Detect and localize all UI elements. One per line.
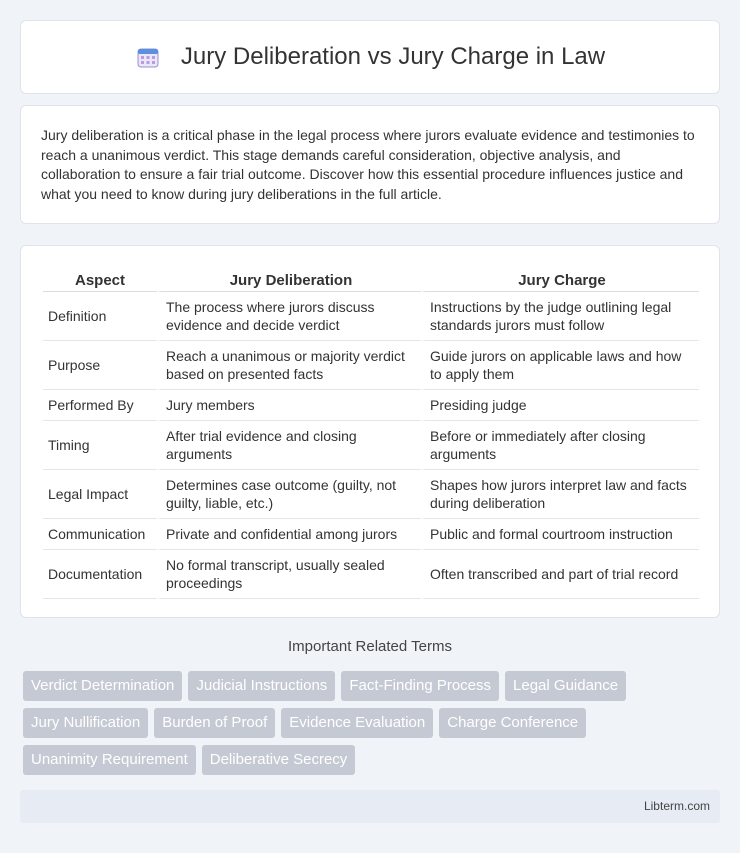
table-row <box>43 292 699 341</box>
cell-deliberation: No formal transcript, usually sealed proceedings <box>157 550 421 599</box>
related-terms-tags <box>23 671 723 782</box>
cell-aspect: Performed By <box>43 390 157 421</box>
cell-charge: Before or immediately after closing arguments <box>421 421 699 470</box>
cell-charge: Often transcribed and part of trial record <box>421 550 699 599</box>
header-jury-deliberation: Jury Deliberation <box>157 266 421 292</box>
cell-aspect: Documentation <box>43 550 157 599</box>
tag-deliberative-secrecy[interactable]: Deliberative Secrecy <box>202 745 356 775</box>
cell-charge: Presiding judge <box>421 390 699 421</box>
footer <box>20 790 720 823</box>
table-row <box>43 519 699 550</box>
table-row <box>43 421 699 470</box>
cell-aspect: Timing <box>43 421 157 470</box>
intro-card <box>20 105 720 224</box>
table-row <box>43 550 699 599</box>
cell-deliberation: After trial evidence and closing arguments <box>157 421 421 470</box>
tag-charge-conference[interactable]: Charge Conference <box>439 708 586 738</box>
cell-charge: Shapes how jurors interpret law and facts during deliberation <box>421 470 699 519</box>
comparison-card <box>20 245 720 618</box>
page-title: Jury Deliberation vs Jury Charge in Law <box>180 43 606 70</box>
tag-jury-nullification[interactable]: Jury Nullification <box>23 708 148 738</box>
cell-deliberation: Reach a unanimous or majority verdict based on presented facts <box>157 341 421 390</box>
footer-site-link[interactable]: Libterm.com <box>643 799 710 813</box>
header-card <box>20 20 720 94</box>
intro-text: Jury deliberation is a critical phase in the legal process where jurors evaluate evidence and testimonies to reach a unanimous verdict. This stage demands careful consideration, objective analysis, and collaboration to ensure a fair trial outcome. Discover how this essential procedure influences justice and what you need to know during jury deliberations in the full article. <box>41 127 695 202</box>
cell-aspect: Definition <box>43 292 157 341</box>
tag-burden-of-proof[interactable]: Burden of Proof <box>154 708 275 738</box>
tag-judicial-instructions[interactable]: Judicial Instructions <box>188 671 335 701</box>
cell-aspect: Legal Impact <box>43 470 157 519</box>
tag-legal-guidance[interactable]: Legal Guidance <box>505 671 626 701</box>
header-jury-charge: Jury Charge <box>421 266 699 292</box>
table-row <box>43 470 699 519</box>
cell-aspect: Communication <box>43 519 157 550</box>
table-row <box>43 390 699 421</box>
calendar-icon <box>135 44 161 70</box>
cell-aspect: Purpose <box>43 341 157 390</box>
cell-deliberation: Determines case outcome (guilty, not guilty, liable, etc.) <box>157 470 421 519</box>
header-aspect: Aspect <box>43 266 157 292</box>
table-row <box>43 341 699 390</box>
cell-deliberation: The process where jurors discuss evidence and decide verdict <box>157 292 421 341</box>
tag-unanimity-requirement[interactable]: Unanimity Requirement <box>23 745 196 775</box>
tag-fact-finding-process[interactable]: Fact-Finding Process <box>341 671 499 701</box>
tag-evidence-evaluation[interactable]: Evidence Evaluation <box>281 708 433 738</box>
related-terms-title: Important Related Terms <box>288 638 452 655</box>
cell-charge: Guide jurors on applicable laws and how to apply them <box>421 341 699 390</box>
tag-verdict-determination[interactable]: Verdict Determination <box>23 671 182 701</box>
cell-deliberation: Jury members <box>157 390 421 421</box>
comparison-table <box>43 266 699 599</box>
cell-charge: Instructions by the judge outlining legal standards jurors must follow <box>421 292 699 341</box>
cell-deliberation: Private and confidential among jurors <box>157 519 421 550</box>
cell-charge: Public and formal courtroom instruction <box>421 519 699 550</box>
